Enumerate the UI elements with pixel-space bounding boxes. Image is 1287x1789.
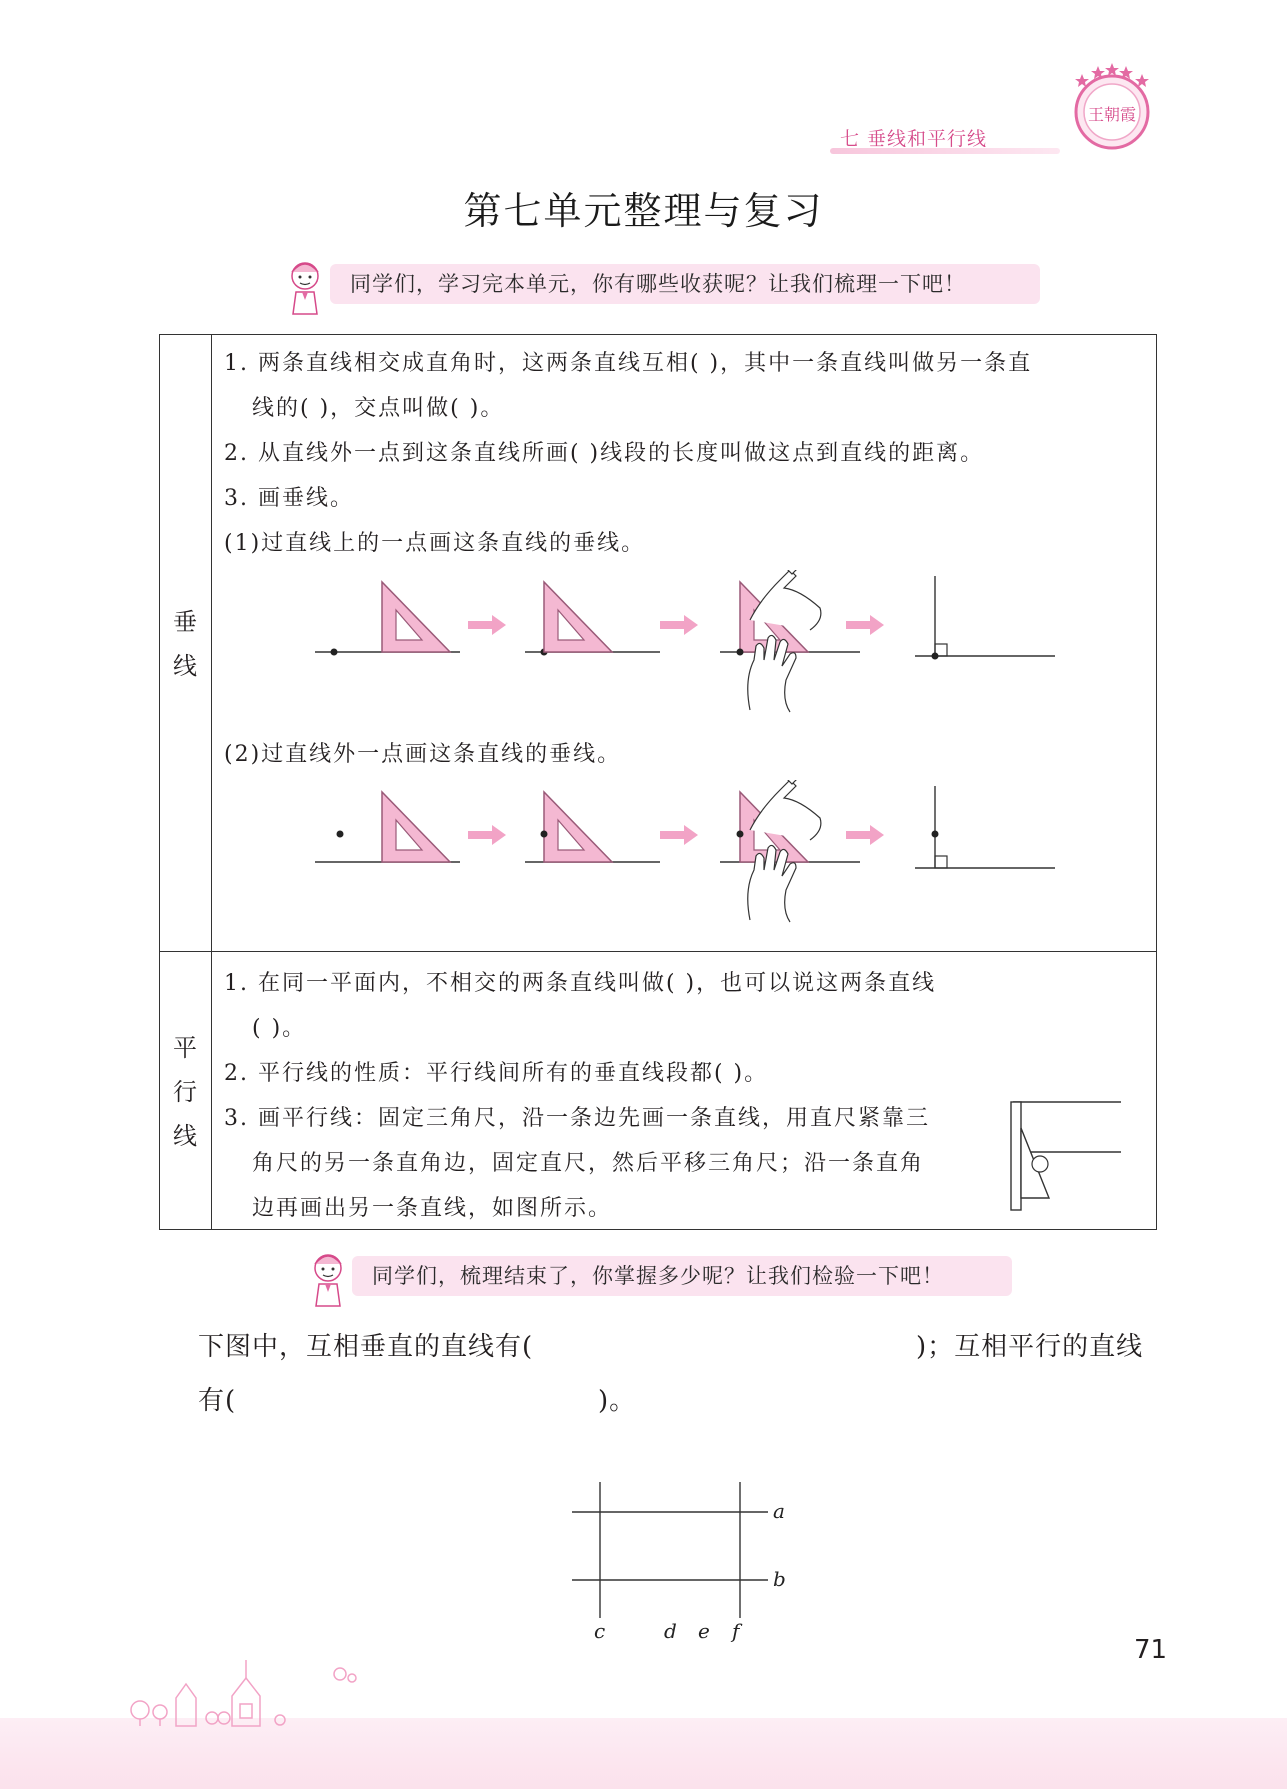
para-line-3: 2. 平行线的性质：平行线间所有的垂直线段都( )。: [224, 1061, 769, 1086]
section-label-parallel: [165, 1026, 205, 1158]
label-b: b: [773, 1567, 786, 1591]
perp-line-4: 3. 画垂线。: [224, 486, 354, 511]
label-char: 平: [173, 1034, 197, 1062]
page-number: 71: [1134, 1635, 1168, 1665]
page-title: 第七单元整理与复习: [463, 189, 824, 233]
table-row-divider: [159, 951, 1157, 952]
perp-line-2: 线的( )，交点叫做( )。: [252, 396, 505, 421]
label-char: 线: [173, 1122, 197, 1150]
question-line-1a: 下图中，互相垂直的直线有(: [198, 1332, 534, 1362]
question-line-2b: )。: [598, 1386, 637, 1416]
lines-figure: [560, 1470, 800, 1650]
banner-bottom: 同学们，梳理结束了，你掌握多少呢？让我们检验一下吧！: [352, 1256, 1012, 1296]
banner-top: 同学们，学习完本单元，你有哪些收获呢？让我们梳理一下吧！: [330, 264, 1040, 304]
perp-line-6: (2)过直线外一点画这条直线的垂线。: [224, 742, 622, 767]
student-mascot-icon: [283, 258, 327, 316]
label-e: e: [698, 1619, 710, 1643]
label-a: a: [773, 1499, 785, 1523]
logo-text: 王朝霞: [1087, 105, 1137, 124]
label-d: d: [664, 1619, 677, 1643]
para-line-4: 3. 画平行线：固定三角尺，沿一条边先画一条直线，用直尺紧靠三: [224, 1106, 930, 1131]
label-char: 行: [173, 1078, 197, 1106]
table-column-divider: [211, 334, 212, 1230]
student-mascot-icon-2: [306, 1250, 350, 1308]
footer-band: [0, 1718, 1287, 1789]
label-f: f: [732, 1619, 740, 1643]
para-line-5: 角尺的另一条直角边，固定直尺，然后平移三角尺；沿一条直角: [252, 1151, 925, 1176]
question-line-1b: )；互相平行的直线: [916, 1332, 1144, 1362]
parallel-drawing-figure: [1005, 1098, 1145, 1213]
label-c: c: [594, 1619, 606, 1643]
castle-decoration-icon: [120, 1648, 420, 1728]
section-label-perpendicular: [165, 600, 205, 688]
arrow-icon: [468, 615, 506, 635]
label-char: 线: [173, 652, 197, 680]
hand-icon: [750, 570, 821, 630]
para-line-2: ( )。: [252, 1016, 307, 1041]
label-char: 垂: [173, 608, 197, 636]
perp-line-3: 2. 从直线外一点到这条直线所画( )线段的长度叫做这点到直线的距离。: [224, 441, 985, 466]
question-line-2a: 有(: [198, 1386, 237, 1416]
perp-line-1: 1. 两条直线相交成直角时，这两条直线互相( )，其中一条直线叫做另一条直: [224, 351, 1033, 376]
draw-perpendicular-outside-point-steps: [310, 780, 1060, 930]
perp-line-5: (1)过直线上的一点画这条直线的垂线。: [224, 531, 646, 556]
chapter-tag: 七 垂线和平行线: [840, 128, 988, 150]
draw-perpendicular-on-line-steps: [310, 570, 1060, 720]
para-line-6: 边再画出另一条直线，如图所示。: [252, 1196, 613, 1221]
brand-logo: [1068, 62, 1156, 152]
para-line-1: 1. 在同一平面内，不相交的两条直线叫做( )，也可以说这两条直线: [224, 971, 937, 996]
